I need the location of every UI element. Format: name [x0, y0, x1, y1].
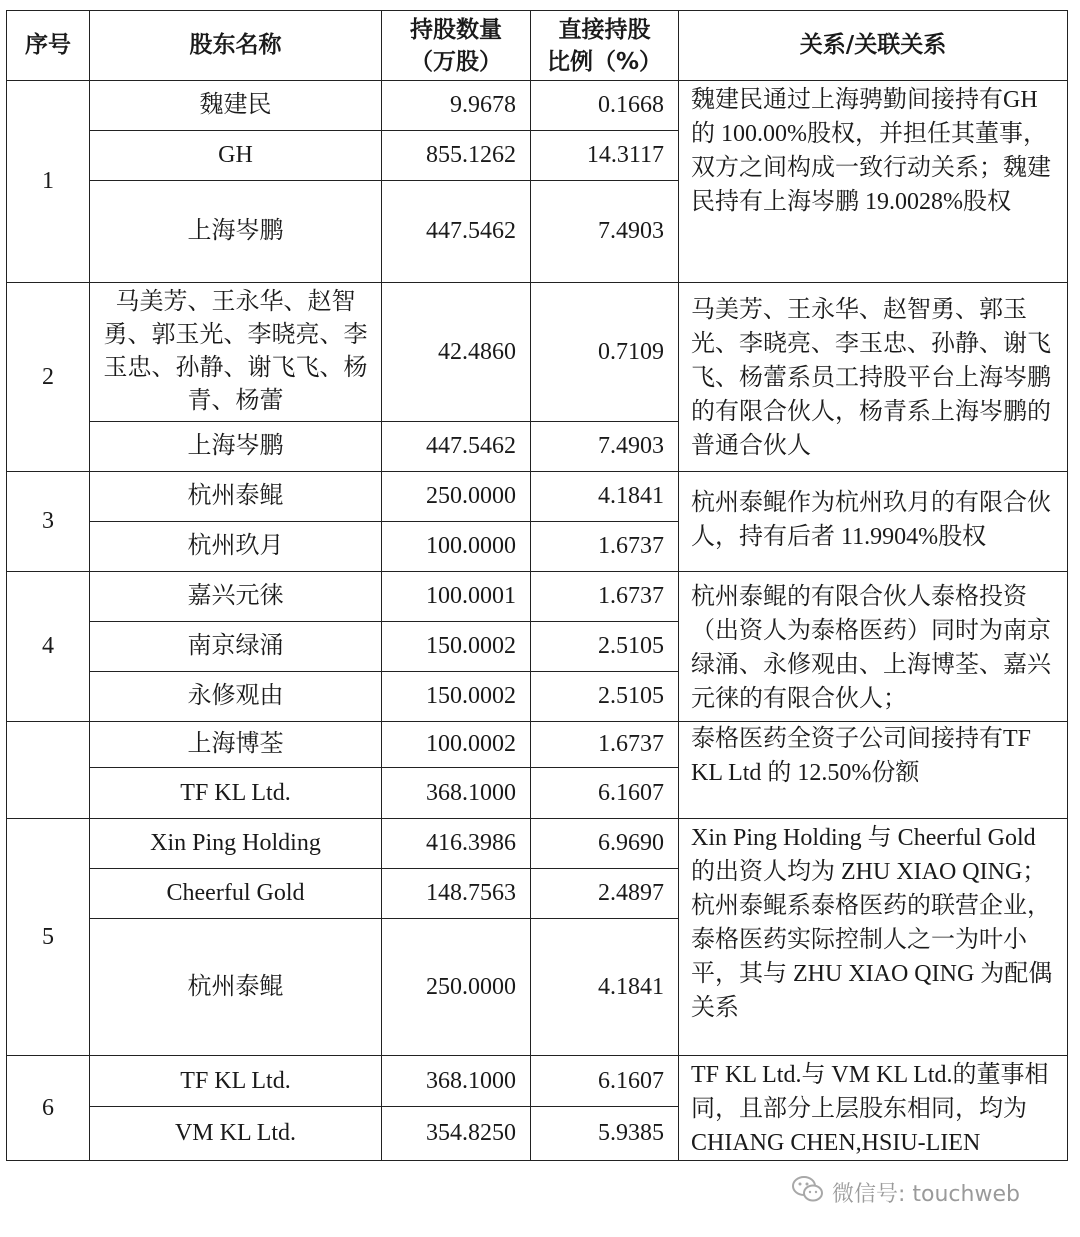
relation-cell: 魏建民通过上海骋勤间接持有GH 的 100.00%股权，并担任其董事，双方之间构成一致行动关系；魏建民持有上海岑鹏 19.0028%股权: [679, 81, 1068, 283]
seq-cell: 2: [7, 283, 90, 472]
shares-cell: 416.3986: [382, 819, 531, 869]
ratio-cell: 4.1841: [531, 472, 679, 522]
ratio-cell: 6.9690: [531, 819, 679, 869]
name-cell: 马美芳、王永华、赵智勇、郭玉光、李晓亮、李玉忠、孙静、谢飞飞、杨青、杨蕾: [90, 283, 382, 422]
header-shares: [382, 11, 531, 81]
header-ratio-line1: 直接持股: [558, 16, 651, 43]
header-ratio: [531, 11, 679, 81]
shares-cell: 447.5462: [382, 422, 531, 472]
shares-cell: 368.1000: [382, 768, 531, 819]
relation-cell: Xin Ping Holding 与 Cheerful Gold 的出资人均为 ZHU XIAO QING；杭州泰鲲系泰格医药的联营企业，泰格医药实际控制人之一为叶小平，其与 ZHU XIAO QING 为配偶关系: [679, 819, 1068, 1056]
shares-cell: 150.0002: [382, 622, 531, 672]
header-shares-line1: 持股数量: [410, 16, 502, 43]
ratio-cell: 2.5105: [531, 622, 679, 672]
table-row: [7, 572, 1068, 622]
shares-cell: 354.8250: [382, 1107, 531, 1161]
wechat-icon: [790, 1174, 826, 1210]
shares-cell: 148.7563: [382, 869, 531, 919]
name-cell: 杭州泰鲲: [90, 919, 382, 1056]
name-cell: 杭州泰鲲: [90, 472, 382, 522]
shares-cell: 368.1000: [382, 1056, 531, 1107]
seq-cell: 1: [7, 81, 90, 283]
watermark-text: 微信号: touchweb: [832, 1181, 1020, 1207]
relation-cell: TF KL Ltd.与 VM KL Ltd.的董事相同，且部分上层股东相同，均为 CHIANG CHEN,HSIU-LIEN: [679, 1056, 1068, 1161]
seq-cell: 6: [7, 1056, 90, 1161]
ratio-cell: 2.5105: [531, 672, 679, 722]
seq-cell: 4: [7, 572, 90, 722]
shares-cell: 150.0002: [382, 672, 531, 722]
shares-cell: 250.0000: [382, 919, 531, 1056]
name-cell: 杭州玖月: [90, 522, 382, 572]
shares-cell: 100.0002: [382, 722, 531, 768]
table-row: [7, 472, 1068, 522]
name-cell: TF KL Ltd.: [90, 1056, 382, 1107]
seq-cell: 3: [7, 472, 90, 572]
name-cell: 嘉兴元徕: [90, 572, 382, 622]
shares-cell: 42.4860: [382, 283, 531, 422]
table-row: [7, 722, 1068, 768]
ratio-cell: 6.1607: [531, 1056, 679, 1107]
seq-cell: [7, 722, 90, 819]
shares-cell: 447.5462: [382, 181, 531, 283]
shares-cell: 9.9678: [382, 81, 531, 131]
name-cell: Cheerful Gold: [90, 869, 382, 919]
name-cell: 上海博荃: [90, 722, 382, 768]
shares-cell: 100.0000: [382, 522, 531, 572]
name-cell: 南京绿涌: [90, 622, 382, 672]
ratio-cell: 14.3117: [531, 131, 679, 181]
ratio-cell: 0.1668: [531, 81, 679, 131]
header-row: [7, 11, 1068, 81]
seq-cell: 5: [7, 819, 90, 1056]
shares-cell: 100.0001: [382, 572, 531, 622]
name-cell: TF KL Ltd.: [90, 768, 382, 819]
relation-cell: 马美芳、王永华、赵智勇、郭玉光、李晓亮、李玉忠、孙静、谢飞飞、杨蕾系员工持股平台上海岑鹏的有限合伙人，杨青系上海岑鹏的普通合伙人: [679, 283, 1068, 472]
header-relation: 关系/关联关系: [679, 11, 1068, 81]
header-ratio-line2: 比例（%）: [546, 48, 663, 75]
table-row: [7, 819, 1068, 869]
name-cell: Xin Ping Holding: [90, 819, 382, 869]
ratio-cell: 0.7109: [531, 283, 679, 422]
watermark: [790, 1174, 1020, 1210]
ratio-cell: 7.4903: [531, 181, 679, 283]
shares-cell: 250.0000: [382, 472, 531, 522]
header-seq: 序号: [7, 11, 90, 81]
name-cell: GH: [90, 131, 382, 181]
name-cell: 上海岑鹏: [90, 181, 382, 283]
relation-cell: 泰格医药全资子公司间接持有TF KL Ltd 的 12.50%份额: [679, 722, 1068, 819]
ratio-cell: 4.1841: [531, 919, 679, 1056]
name-cell: VM KL Ltd.: [90, 1107, 382, 1161]
name-cell: 永修观由: [90, 672, 382, 722]
ratio-cell: 1.6737: [531, 572, 679, 622]
name-cell: 上海岑鹏: [90, 422, 382, 472]
shareholder-table: [6, 10, 1068, 1161]
ratio-cell: 5.9385: [531, 1107, 679, 1161]
header-name: 股东名称: [90, 11, 382, 81]
name-cell: 魏建民: [90, 81, 382, 131]
ratio-cell: 7.4903: [531, 422, 679, 472]
shares-cell: 855.1262: [382, 131, 531, 181]
relation-cell: 杭州泰鲲作为杭州玖月的有限合伙人，持有后者 11.9904%股权: [679, 472, 1068, 572]
table-row: [7, 81, 1068, 131]
ratio-cell: 6.1607: [531, 768, 679, 819]
table-row: [7, 1056, 1068, 1107]
ratio-cell: 1.6737: [531, 522, 679, 572]
relation-cell: 杭州泰鲲的有限合伙人泰格投资（出资人为泰格医药）同时为南京绿涌、永修观由、上海博荃、嘉兴元徕的有限合伙人；: [679, 572, 1068, 722]
ratio-cell: 2.4897: [531, 869, 679, 919]
ratio-cell: 1.6737: [531, 722, 679, 768]
header-shares-line2: （万股）: [410, 48, 502, 75]
table-row: [7, 283, 1068, 422]
